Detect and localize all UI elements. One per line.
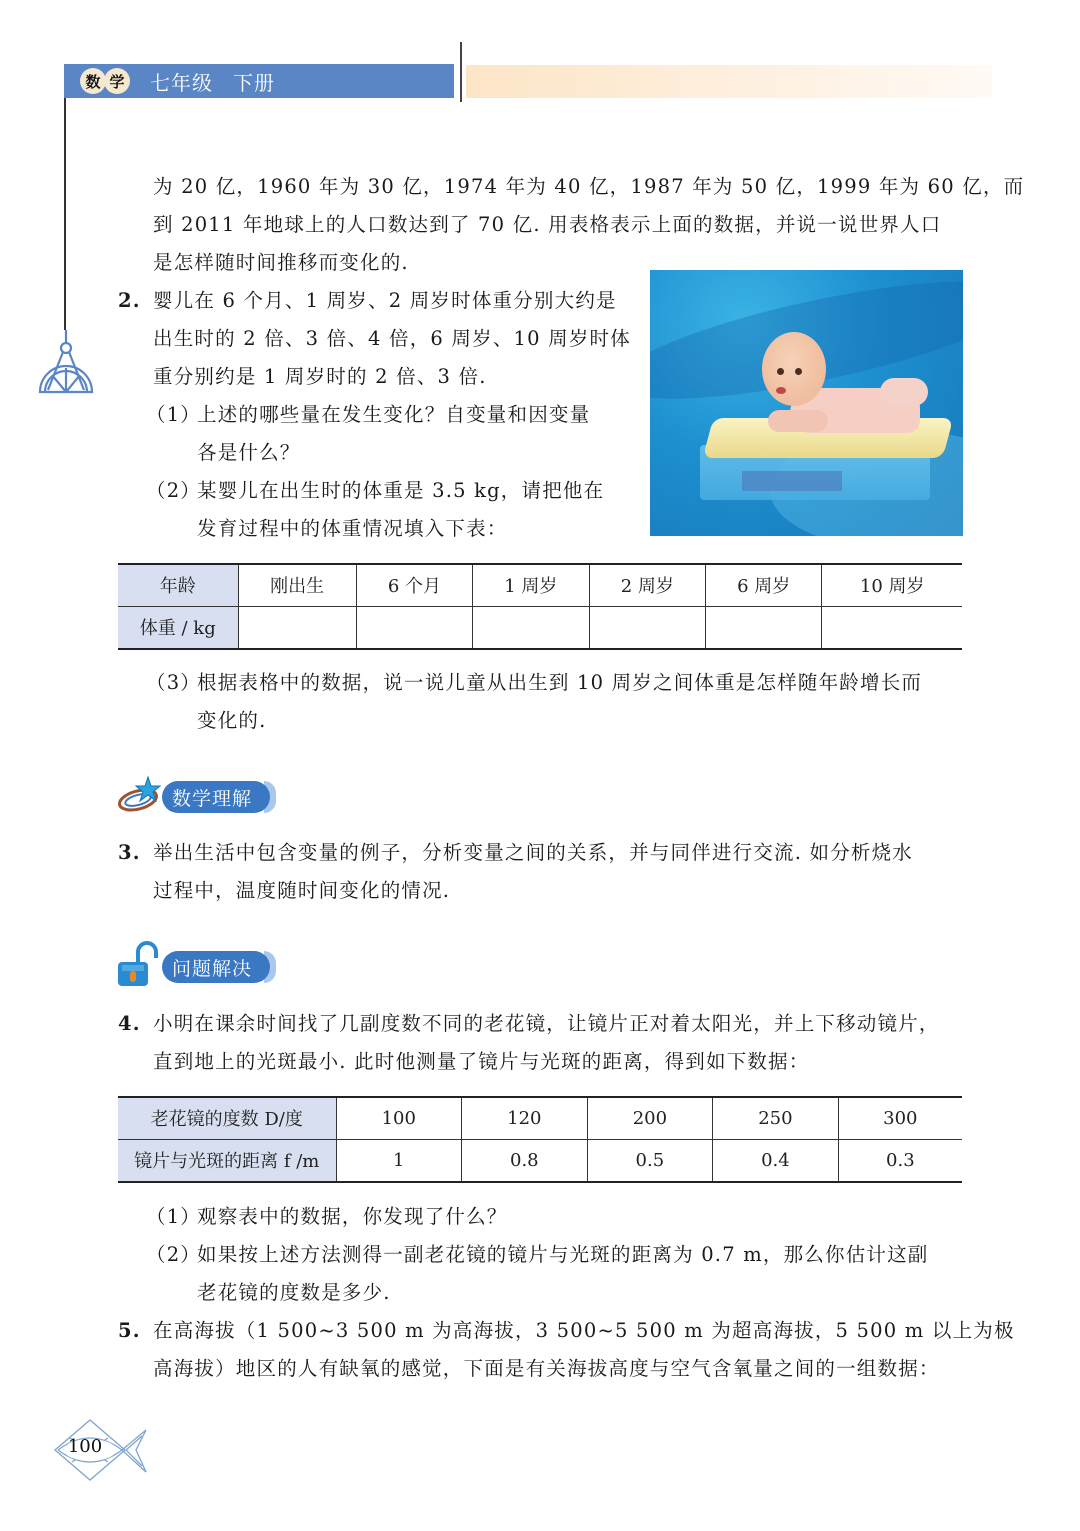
problem4-q1-label: （1） (146, 1205, 202, 1228)
section-header-understanding (162, 781, 276, 813)
problem3-number: 3. (118, 841, 141, 864)
problem2-q3-line-1: 根据表格中的数据，说一说儿童从出生到 10 周岁之间体重是怎样随年龄增长而 (197, 671, 923, 694)
scale-display (742, 471, 842, 491)
problem4-number: 4. (118, 1012, 141, 1035)
compass-protractor-icon (36, 328, 96, 398)
distance-cell: 0.8 (462, 1139, 588, 1182)
weight-cell[interactable] (822, 606, 962, 649)
degree-cell: 200 (587, 1097, 713, 1139)
star-orbit-icon (116, 774, 166, 816)
problem2-q1-line-2: 各是什么？ (197, 441, 301, 464)
problem2-q3-line-2: 变化的. (197, 709, 267, 732)
age-cell: 1 周岁 (473, 564, 589, 606)
problem2-q3-label: （3） (146, 671, 202, 694)
distance-cell: 1 (336, 1139, 462, 1182)
problem5-number: 5. (118, 1319, 141, 1342)
unlocked-padlock-icon (116, 940, 162, 988)
header-divider (460, 42, 462, 102)
age-cell: 6 周岁 (706, 564, 822, 606)
baby-on-scale-photo (650, 270, 963, 536)
problem2-q2-label: （2） (146, 479, 202, 502)
problem3-line-1: 举出生活中包含变量的例子，分析变量之间的关系，并与同伴进行交流. 如分析烧水 (153, 841, 913, 864)
problem5-line-2: 高海拔）地区的人有缺氧的感觉，下面是有关海拔高度与空气含氧量之间的一组数据： (153, 1357, 940, 1380)
problem2-q1-label: （1） (146, 403, 202, 426)
degree-cell: 100 (336, 1097, 462, 1139)
baby (762, 332, 826, 406)
problem1-line-1: 为 20 亿，1960 年为 30 亿，1974 年为 40 亿，1987 年为 50 亿，1999 年为 60 亿，而 (153, 175, 1025, 198)
degree-cell: 300 (838, 1097, 962, 1139)
page-number: 100 (67, 1436, 103, 1457)
problem1-line-2: 到 2011 年地球上的人口数达到了 70 亿. 用表格表示上面的数据，并说一说世界人口 (153, 213, 942, 236)
logo-char: 学 (104, 68, 130, 94)
distance-cell: 0.4 (713, 1139, 839, 1182)
section-label (162, 781, 270, 813)
lens-table (118, 1096, 962, 1183)
problem2-line-1: 婴儿在 6 个月、1 周岁、2 周岁时体重分别大约是 (153, 289, 617, 312)
logo-char: 数 (80, 68, 106, 94)
age-cell: 刚出生 (238, 564, 356, 606)
weight-cell[interactable] (589, 606, 705, 649)
section-header-problem-solving (162, 951, 276, 983)
section-label-text: 问题解决 (172, 957, 253, 980)
weight-cell[interactable] (356, 606, 472, 649)
header-stripe (466, 65, 992, 98)
problem4-line-1: 小明在课余时间找了几副度数不同的老花镜，让镜片正对着太阳光，并上下移动镜片， (153, 1012, 940, 1035)
problem2-line-2: 出生时的 2 倍、3 倍、4 倍，6 周岁、10 周岁时体 (153, 327, 631, 350)
row-header-degree: 老花镜的度数 D/度 (118, 1097, 336, 1139)
weight-cell[interactable] (706, 606, 822, 649)
weight-cell[interactable] (238, 606, 356, 649)
distance-cell: 0.3 (838, 1139, 962, 1182)
problem2-q2-line-1: 某婴儿在出生时的体重是 3.5 kg，请把他在 (197, 479, 605, 502)
problem2-q1-line-1: 上述的哪些量在发生变化？自变量和因变量 (197, 403, 591, 426)
weight-table (118, 563, 962, 650)
problem4-q2-label: （2） (146, 1243, 202, 1266)
section-label (162, 951, 270, 983)
problem5-line-1: 在高海拔（1 500~3 500 m 为高海拔，3 500~5 500 m 为超高海拔，5 500 m 以上为极 (153, 1319, 1015, 1342)
age-cell: 10 周岁 (822, 564, 962, 606)
row-header-distance: 镜片与光斑的距离 f /m (118, 1139, 336, 1182)
problem2-q2-line-2: 发育过程中的体重情况填入下表： (197, 517, 508, 540)
age-cell: 6 个月 (356, 564, 472, 606)
margin-rule (64, 98, 66, 330)
problem4-q2-line-1: 如果按上述方法测得一副老花镜的镜片与光斑的距离为 0.7 m，那么你估计这副 (197, 1243, 929, 1266)
grade-label: 七年级 (150, 71, 213, 95)
problem2-number: 2. (118, 289, 141, 312)
book-title (150, 67, 275, 96)
weight-cell[interactable] (473, 606, 589, 649)
row-header-weight: 体重 / kg (118, 606, 238, 649)
problem4-line-2: 直到地上的光斑最小. 此时他测量了镜片与光斑的距离，得到如下数据： (153, 1050, 810, 1073)
problem1-line-3: 是怎样随时间推移而变化的. (153, 251, 409, 274)
row-header-age: 年龄 (118, 564, 238, 606)
degree-cell: 120 (462, 1097, 588, 1139)
problem3-line-2: 过程中，温度随时间变化的情况. (153, 879, 451, 902)
age-cell: 2 周岁 (589, 564, 705, 606)
section-label-text: 数学理解 (172, 787, 253, 810)
subject-logo (80, 68, 128, 94)
problem2-line-3: 重分别约是 1 周岁时的 2 倍、3 倍. (153, 365, 487, 388)
problem4-q2-line-2: 老花镜的度数是多少. (197, 1281, 391, 1304)
volume-label: 下册 (233, 71, 275, 95)
problem4-q1-line-1: 观察表中的数据，你发现了什么？ (197, 1205, 508, 1228)
degree-cell: 250 (713, 1097, 839, 1139)
distance-cell: 0.5 (587, 1139, 713, 1182)
